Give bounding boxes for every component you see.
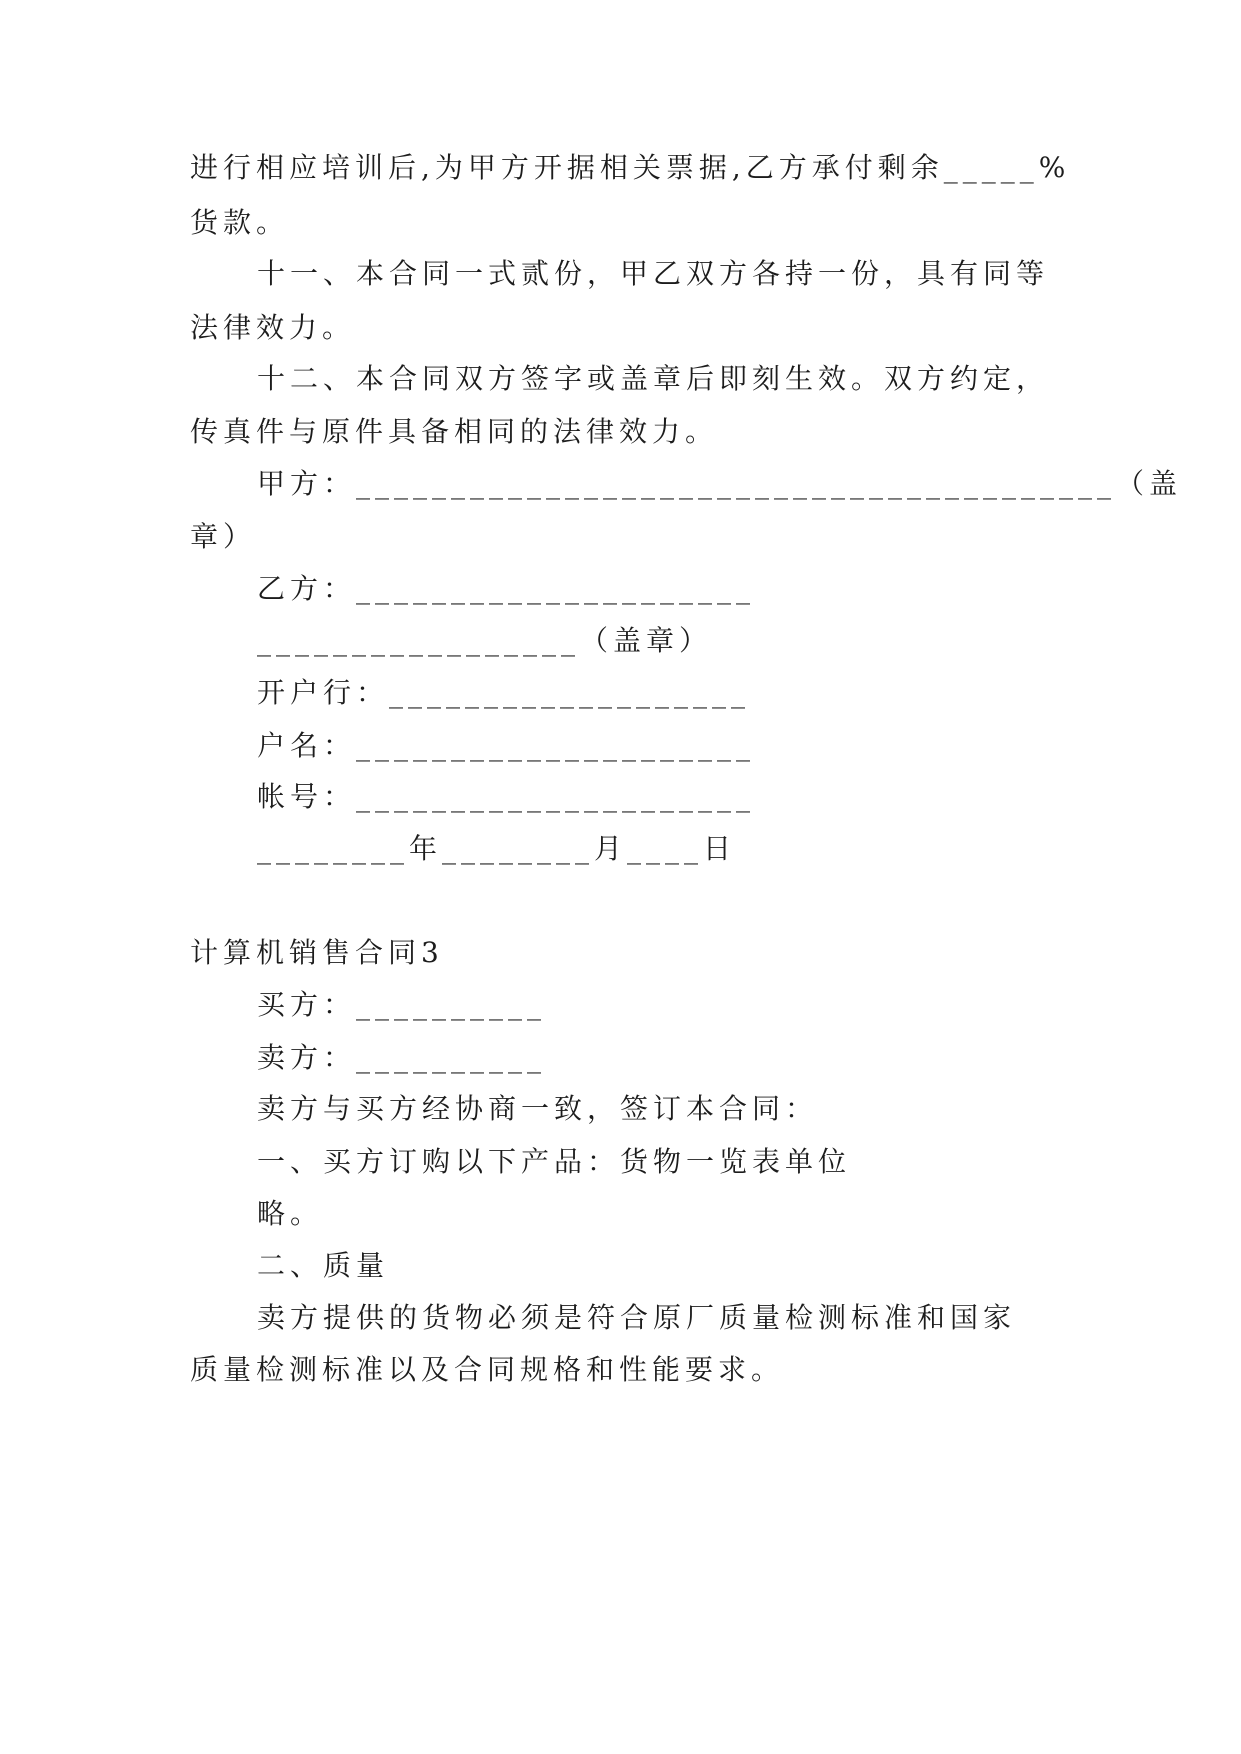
bank-line: 开户行：___________________ bbox=[257, 676, 751, 709]
text-line-19: 一、买方订购以下产品：货物一览表单位 bbox=[257, 1145, 852, 1178]
text-line-4: 法律效力。 bbox=[190, 311, 356, 344]
account-number-line: 帐号：_____________________ bbox=[257, 780, 756, 813]
party-b-line: 乙方：_____________________ bbox=[257, 572, 756, 605]
seal-line: _________________（盖章） bbox=[257, 624, 713, 657]
account-name-line: 户名：_____________________ bbox=[257, 729, 756, 762]
text-line-20: 略。 bbox=[257, 1197, 324, 1230]
section-title: 计算机销售合同3 bbox=[190, 936, 444, 969]
text-line-6: 传真件与原件具备相同的法律效力。 bbox=[190, 415, 719, 448]
text-line-23: 质量检测标准以及合同规格和性能要求。 bbox=[190, 1353, 785, 1386]
text-line-1: 进行相应培训后,为甲方开据相关票据,乙方承付剩余_____% bbox=[190, 151, 1071, 184]
date-line: ________年________月____日 bbox=[257, 832, 737, 865]
buyer-line: 买方：__________ bbox=[257, 988, 547, 1021]
text-line-8: 章） bbox=[190, 520, 257, 553]
party-a-line: 甲方：________________________________________（盖 bbox=[257, 467, 1183, 500]
text-line-18: 卖方与买方经协商一致，签订本合同： bbox=[257, 1092, 819, 1125]
text-line-22: 卖方提供的货物必须是符合原厂质量检测标准和国家 bbox=[257, 1301, 1017, 1334]
text-line-21: 二、质量 bbox=[257, 1249, 390, 1282]
text-line-2: 货款。 bbox=[190, 206, 290, 239]
text-line-3: 十一、本合同一式贰份，甲乙双方各持一份，具有同等 bbox=[257, 257, 1050, 290]
seller-line: 卖方：__________ bbox=[257, 1041, 547, 1074]
text-line-5: 十二、本合同双方签字或盖章后即刻生效。双方约定， bbox=[257, 362, 1050, 395]
